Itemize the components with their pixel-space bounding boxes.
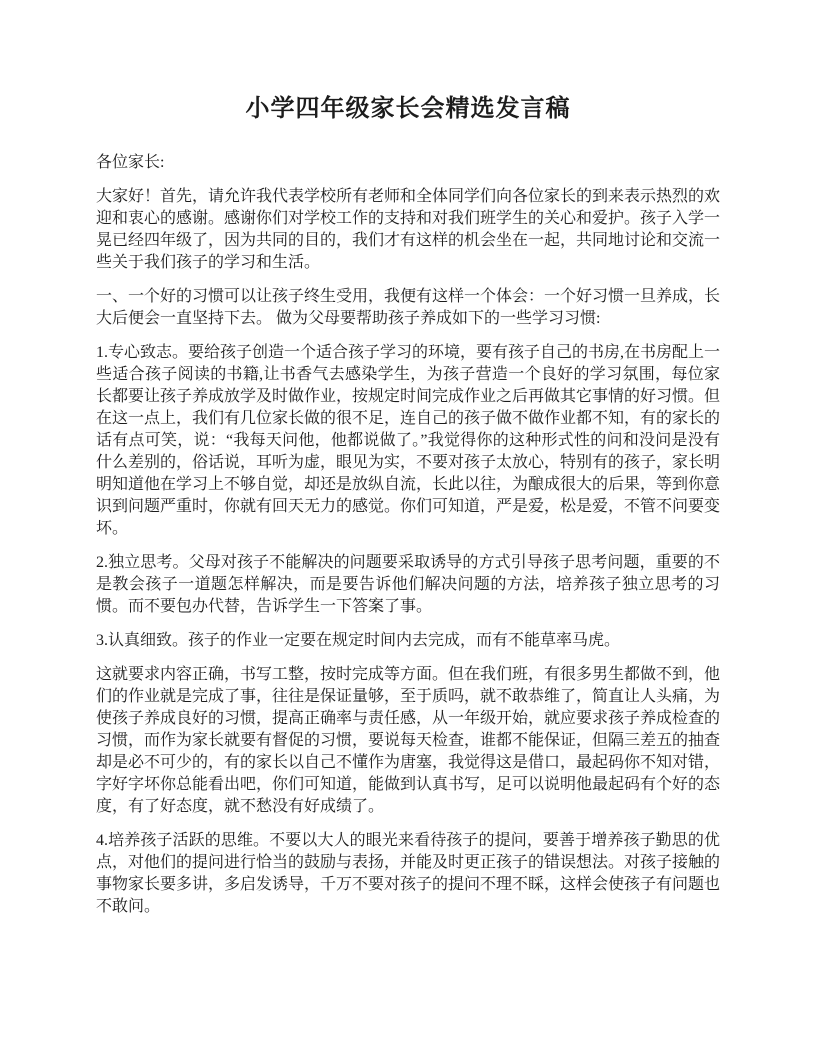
paragraph-homework-quality: 这就要求内容正确，书写工整，按时完成等方面。但在我们班，有很多男生都做不到，他们的作业就是完成了事，往往是保证量够，至于质吗，就不敢恭维了，简直让人头痛，为使孩子养成良好的习惯，提高正确率与责任感，从一年级开始，就应要求孩子养成检查的习惯，而作为家长就要有督促的习惯，要说每天检查，谁都不能保证，但隔三差五的抽查却是必不可少的，有的家长以自己不懂作为唐塞，我觉得这是借口，最起码你不知对错，字好字坏你总能看出吧，你们可知道，能做到认真书写，足可以说明他最起码有个好的态度，有了好态度，就不愁没有好成绩了。 [96,666,721,815]
salutation: 各位家长: [96,154,165,171]
document-title: 小学四年级家长会精选发言稿 [245,96,571,122]
paragraph-2-independent-thinking: 2.独立思考。父母对孩子不能解决的问题要采取诱导的方式引导孩子思考问题，重要的不是教会孩子一道题怎样解决，而是要告诉他们解决问题的方法，培养孩子独立思考的习惯。而不要包办代替，告诉学生一下答案了事。 [96,554,720,615]
paragraph-4-active-thinking: 4.培养孩子活跃的思维。不要以大人的眼光来看待孩子的提问，要善于增养孩子勤思的优点，对他们的提问进行恰当的鼓励与表扬，并能及时更正孩子的错误想法。对孩子接触的事物家长要多讲，多启发诱导，千万不要对孩子的提问不理不睬，这样会使孩子有问题也不敢问。 [96,832,721,915]
paragraph-habits-intro: 一、一个好的习惯可以让孩子终生受用，我便有这样一个体会：一个好习惯一旦养成，长大后便会一直坚持下去。 做为父母要帮助孩子养成如下的一些学习习惯: [96,288,721,327]
paragraph-greeting: 大家好！首先，请允许我代表学校所有老师和全体同学们向各位家长的到来表示热烈的欢迎和衷心的感谢。感谢你们对学校工作的支持和对我们班学生的关心和爱护。孩子入学一晃已经四年级了，因为共同的目的，我们才有这样的机会坐在一起，共同地讨论和交流一些关于我们孩子的学习和生活。 [96,188,721,271]
paragraph-1-concentration: 1.专心致志。要给孩子创造一个适合孩子学习的环境，要有孩子自己的书房,在书房配上一些适合孩子阅读的书籍,让书香气去感染学生，为孩子营造一个良好的学习氛围，每位家长都要让孩子养成放学及时做作业，按规定时间完成作业之后再做其它事情的好习惯。但在这一点上，我们有几位家长做的很不足，连自己的孩子做不做作业都不知，有的家长的话有点可笑，说：“我每天问他，他都说做了。”我觉得你的这种形式性的问和没问是没有什么差别的，俗话说，耳听为虚，眼见为实，不要对孩子太放心，特别有的孩子，家长明明知道他在学习上不够自觉，却还是放纵自流，长此以往，为酿成很大的后果，等到你意识到问题严重时，你就有回天无力的感觉。你们可知道，严是爱，松是爱，不管不问要变坏。 [96,344,721,537]
paragraph-3-carefulness: 3.认真细致。孩子的作业一定要在规定时间内去完成，而有不能草率马虎。 [96,632,621,649]
